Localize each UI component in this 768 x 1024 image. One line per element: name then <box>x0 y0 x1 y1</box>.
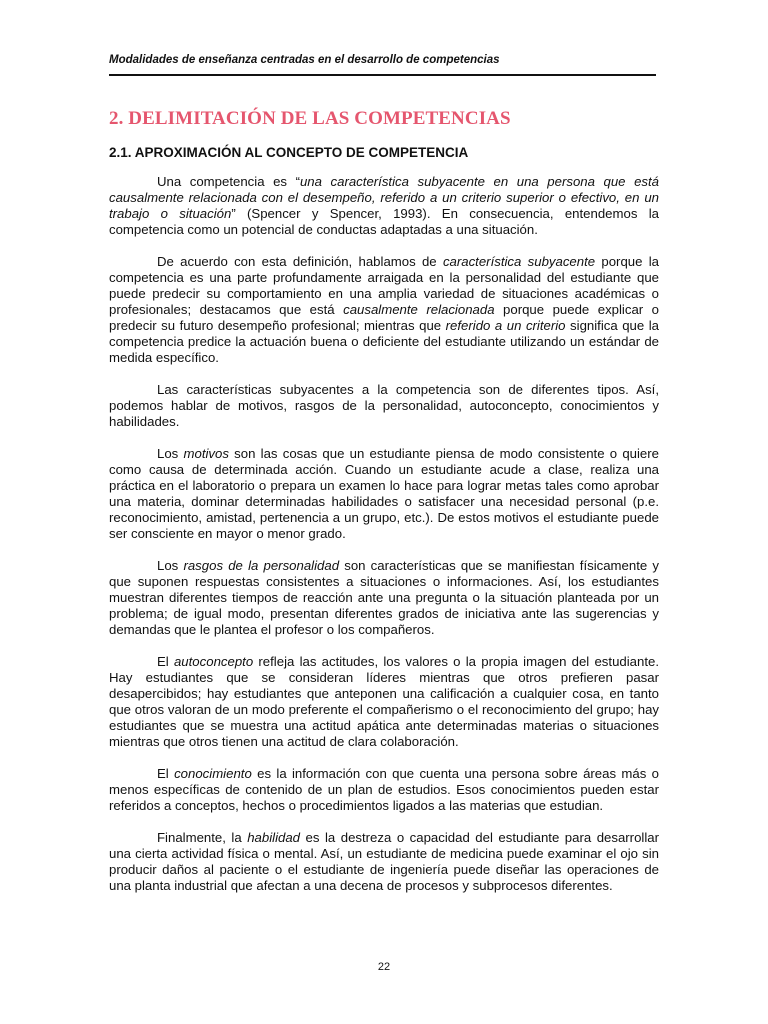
paragraph-skill: Finalmente, la habilidad es la destreza o capacidad del estudiante para desarrollar una cierta actividad física o mental. Así, un estudiante de medicina puede examinar el ojo sin producir daños al paciente o el estudiante de ingeniería puede diseñar las operaciones de una planta industrial que afectan a una decena de procesos y subprocesos diferentes. <box>109 830 659 893</box>
paragraph-self-concept: El autoconcepto refleja las actitudes, los valores o la propia imagen del estudiante. Hay estudiantes que se consideran líderes mientras que otros prefieren pasar desapercibidos; hay estudiantes que anteponen una calificación a cualquier cosa, en tanto que otros valoran de un modo preferente el compañerismo o el reconocimiento del grupo; hay estudiantes que se muestra una actitud apática ante determinadas materias o situaciones mientras que otros tienen una actitud de clara colaboración. <box>109 654 659 749</box>
header-rule <box>109 74 656 76</box>
body-text <box>109 174 659 910</box>
paragraph-knowledge: El conocimiento es la información con que cuenta una persona sobre áreas más o menos específicas de contenido de un plan de estudios. Esos conocimientos pueden estar referidos a conceptos, hechos o procedimientos ligados a las materias que estudian. <box>109 766 659 813</box>
paragraph-definition: Una competencia es “una característica subyacente en una persona que está causalmente relacionada con el desempeño, referido a un criterio superior o efectivo, en un trabajo o situación” (Spencer y Spencer, 1993). En consecuencia, entendemos la competencia como un potencial de conductas adaptadas a una situación. <box>109 174 659 237</box>
running-header: Modalidades de enseñanza centradas en el desarrollo de competencias <box>109 54 500 66</box>
chapter-title: 2. DELIMITACIÓN DE LAS COMPETENCIAS <box>109 108 511 129</box>
paragraph-personality-traits: Los rasgos de la personalidad son características que se manifiestan físicamente y que suponen respuestas consistentes a situaciones o informaciones. Así, los estudiantes muestran diferentes tiempos de reacción ante una pregunta o la situación planteada por un problema; de igual modo, presentan diferentes grados de iniciativa ante las sugerencias y demandas que le plantea el profesor o los compañeros. <box>109 558 659 637</box>
paragraph-motives: Los motivos son las cosas que un estudiante piensa de modo consistente o quiere como causa de determinada acción. Cuando un estudiante acude a clase, realiza una práctica en el laboratorio o prepara un examen lo hace para lograr metas tales como aprobar una materia, dominar determinadas habilidades o satisfacer una necesidad personal (p.e. reconocimiento, amistad, pertenencia a un grupo, etc.). De estos motivos el estudiante puede ser consciente en mayor o menor grado. <box>109 446 659 541</box>
paragraph-characteristics: De acuerdo con esta definición, hablamos de característica subyacente porque la competencia es una parte profundamente arraigada en la personalidad del estudiante que puede predecir su comportamiento en una amplia variedad de situaciones académicas o profesionales; destacamos que está causalmente relacionada porque puede explicar o predecir su futuro desempeño profesional; mientras que referido a un criterio significa que la competencia predice la actuación buena o deficiente del estudiante utilizando un estándar de medida específico. <box>109 254 660 365</box>
paragraph-types: Las características subyacentes a la competencia son de diferentes tipos. Así, podemos hablar de motivos, rasgos de la personalidad, autoconcepto, conocimientos y habilidades. <box>109 382 659 429</box>
section-title: 2.1. APROXIMACIÓN AL CONCEPTO DE COMPETENCIA <box>109 145 469 160</box>
page-number: 22 <box>377 961 391 973</box>
